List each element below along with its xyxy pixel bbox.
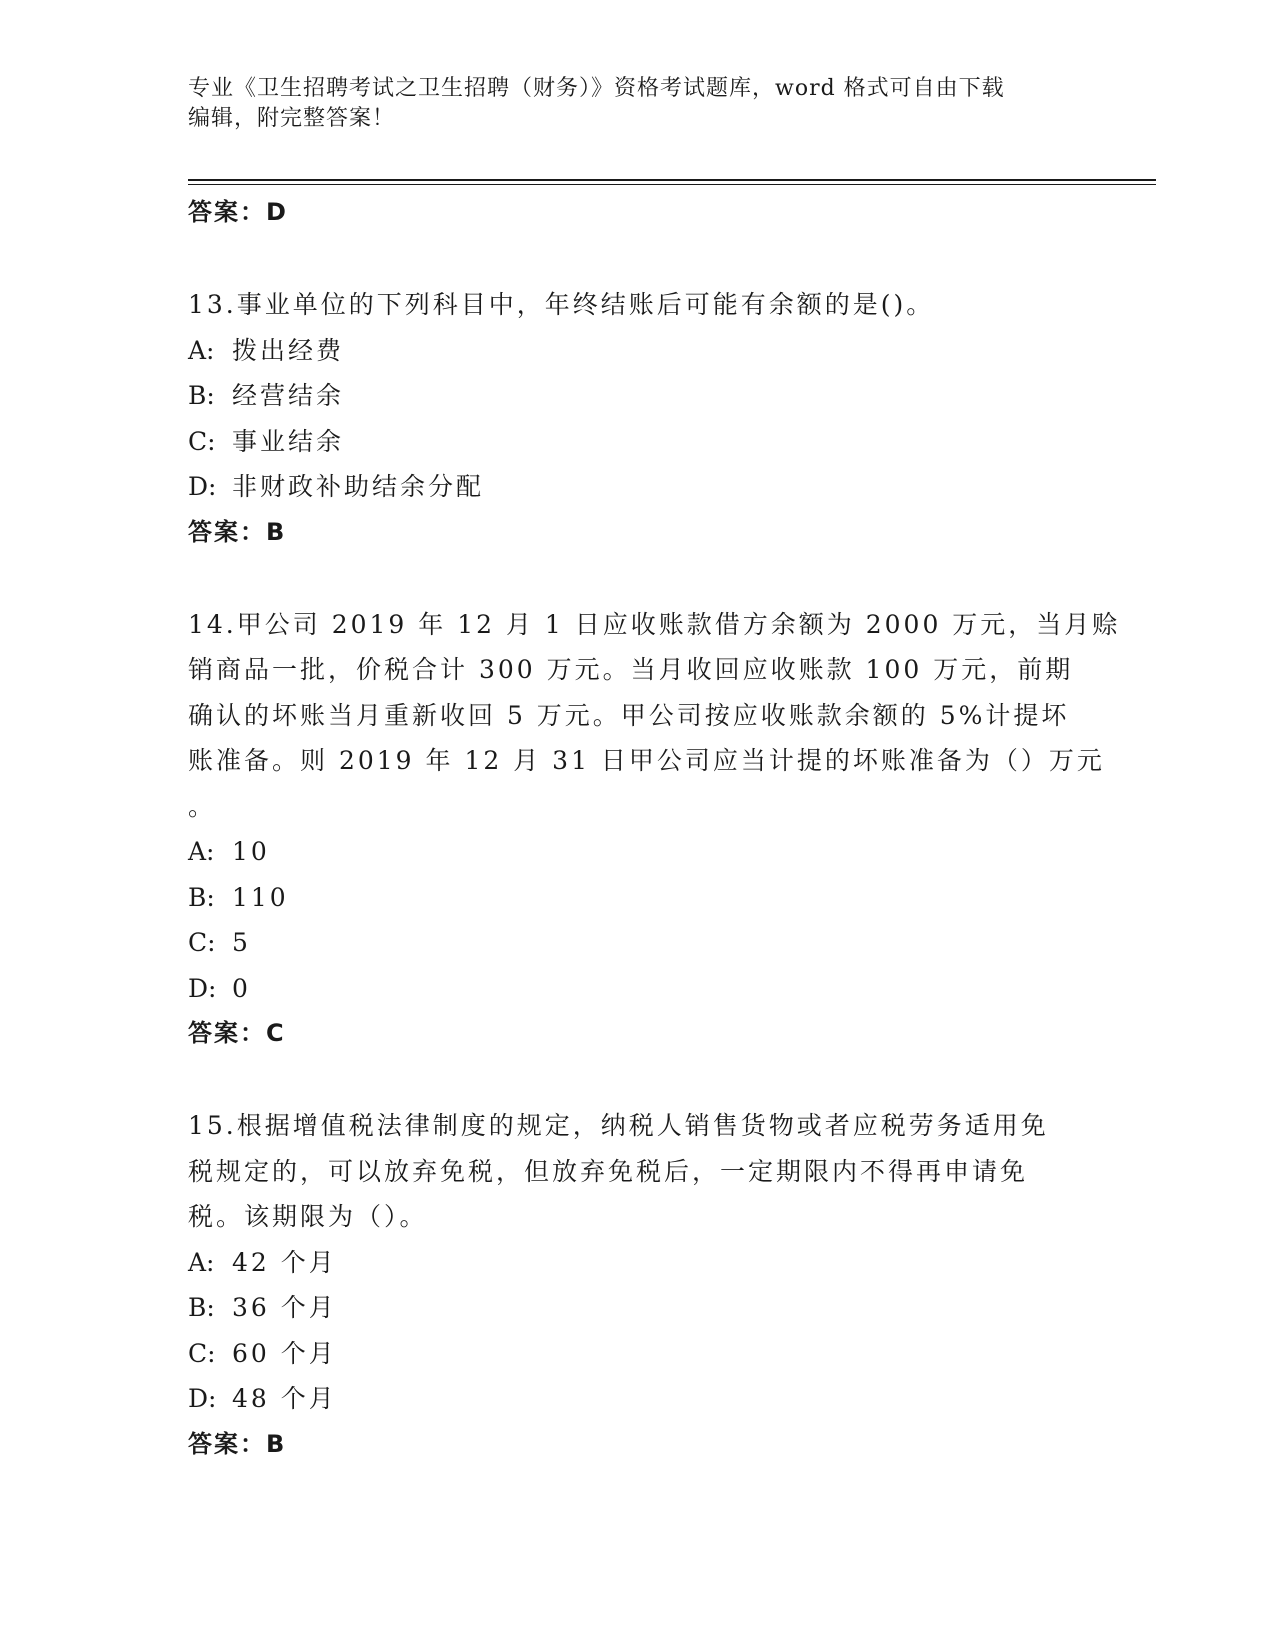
question-text-line: 账准备。则 2019 年 12 月 31 日甲公司应当计提的坏账准备为（）万元 [188,746,1105,775]
header-rule-thick [188,179,1156,181]
spacer [188,555,1088,602]
option-text: 10 [232,837,270,866]
option-text: 非财政补助结余分配 [232,472,485,501]
header-line-1: 专业《卫生招聘考试之卫生招聘（财务）》资格考试题库，word 格式可自由下载 [188,76,1005,101]
question-text-line: 14.甲公司 2019 年 12 月 1 日应收账款借方余额为 2000 万元，当月赊 [188,609,1121,639]
option-c [188,920,1088,966]
option-letter: B: [188,882,215,912]
question-text-line: 13.事业单位的下列科目中，年终结账后可能有余额的是()。 [188,290,935,319]
question-15 [188,1103,1088,1467]
option-text: 48 个月 [232,1384,337,1413]
option-a [188,1240,1088,1286]
option-letter: A: [188,1247,215,1277]
option-letter: B: [188,1293,215,1322]
option-d [188,464,1088,510]
option-text: 42 个月 [232,1247,337,1277]
option-text: 拨出经费 [232,335,345,365]
option-letter: C: [188,426,216,456]
option-letter: D: [188,472,217,501]
option-d [188,1376,1088,1422]
document-header [188,74,1068,134]
option-letter: D: [188,973,217,1003]
option-c [188,419,1088,465]
answer-previous: 答案：D [188,198,288,226]
question-13 [188,282,1088,555]
option-text: 5 [232,928,251,957]
option-text: 110 [232,882,289,912]
header-rule-thin [188,184,1156,185]
option-a [188,829,1088,875]
option-b [188,1285,1088,1331]
option-letter: A: [188,335,215,365]
option-letter: D: [188,1384,217,1413]
question-14 [188,602,1121,1057]
answer: 答案：B [188,1429,287,1458]
answer: 答案：C [188,1019,286,1047]
question-text-line: 。 [188,791,214,821]
option-letter: C: [188,1338,216,1368]
option-letter: C: [188,928,216,957]
question-text-line: 税。该期限为（）。 [188,1202,428,1231]
question-text-line: 税规定的，可以放弃免税，但放弃免税后，一定期限内不得再申请免 [188,1156,1029,1186]
option-c [188,1331,1088,1377]
question-content [188,190,1121,1467]
option-text: 事业结余 [232,426,345,456]
option-text: 60 个月 [232,1338,337,1368]
option-b [188,875,1088,921]
option-text: 经营结余 [232,381,345,410]
option-letter: A: [188,837,215,866]
answer: 答案：B [188,517,287,546]
spacer [188,1056,1088,1103]
question-text-line: 销商品一批，价税合计 300 万元。当月收回应收账款 100 万元，前期 [188,655,1074,684]
option-letter: B: [188,381,215,410]
option-text: 36 个月 [232,1293,337,1322]
option-d [188,966,1088,1012]
question-text-line: 确认的坏账当月重新收回 5 万元。甲公司按应收账款余额的 5%计提坏 [188,700,1070,730]
spacer [188,235,1088,282]
header-line-2: 编辑，附完整答案！ [188,106,396,131]
option-text: 0 [232,973,251,1003]
option-b [188,373,1088,419]
question-text-line: 15.根据增值税法律制度的规定，纳税人销售货物或者应税劳务适用免 [188,1111,1049,1140]
option-a [188,328,1088,374]
